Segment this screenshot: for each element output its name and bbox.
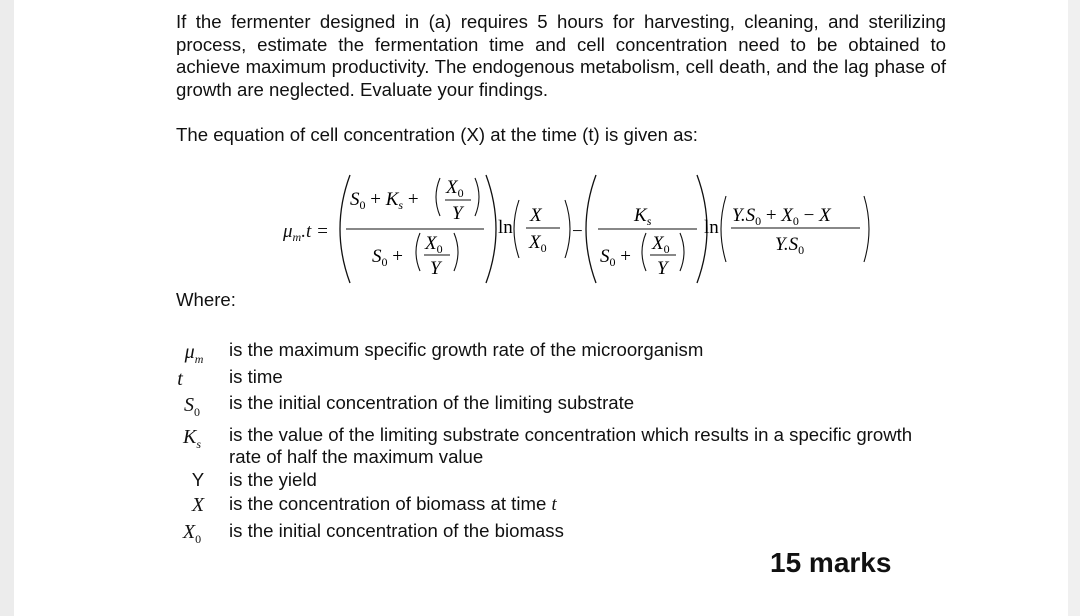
symbol-mu-m: $\mu_m$ [184, 341, 204, 366]
svg-text:Y.S0: $Y.S_0$ [775, 234, 805, 257]
symbol-s0: $S_0$ [184, 394, 200, 419]
svg-text:X0: $X_0$ [425, 233, 443, 256]
svg-text:Ks: $K_s$ [634, 205, 652, 228]
svg-text:ln: ln [704, 217, 719, 238]
svg-text:X0: $X_0$ [529, 232, 547, 255]
svg-text:X: X [530, 205, 542, 226]
definition-item [229, 493, 929, 516]
svg-text:Y: Y [452, 203, 463, 224]
definition-item: is the initial concentration of the limiting substrate [229, 392, 635, 413]
equation-lhs: $\mu_m.t$ = [283, 221, 329, 244]
svg-text:Y.S0 + X0 − X: $Y.S_0 + X_0 - X$ [732, 205, 831, 228]
symbol-x: X [191, 494, 205, 516]
minus-sign: − [572, 221, 583, 242]
question-paragraph: If the fermenter designed in (a) requires 5 hours for harvesting, cleaning, and sterilizing process, estimate the fermentation time and cell concentration need to be obtained to achieve maximum productivity. The endogenous metabolism, cell death, and the lag phase of growth are neglected. Evaluate your findings. [176, 11, 946, 100]
where-label: Where: [176, 289, 236, 310]
svg-text:ln: ln [498, 217, 513, 238]
svg-text:X0: $X_0$ [446, 177, 464, 200]
symbol-ks: $K_s$ [182, 426, 201, 451]
svg-text:S0 + Ks +: $S_0 + K_s$ + [350, 189, 419, 212]
svg-text:Y: Y [657, 258, 668, 279]
definition-text: is the concentration of biomass at time [229, 493, 552, 514]
symbol-y: Y [191, 469, 205, 490]
definition-item: is the value of the limiting substrate concentration which results in a specific growth rate of half the maximum value [229, 424, 913, 467]
svg-text:S0 +: $S_0$ + [600, 246, 631, 269]
equation-intro: The equation of cell concentration (X) at the time (t) is given as: [176, 124, 698, 145]
symbol-x0: $X_0$ [182, 521, 202, 546]
svg-text:Y: Y [430, 258, 441, 279]
symbol-t: t [177, 368, 183, 390]
svg-text:X0: $X_0$ [652, 233, 670, 256]
definition-item: is the maximum specific growth rate of the microorganism [229, 339, 704, 360]
time-symbol: t [551, 494, 557, 515]
definition-item: is the yield [229, 469, 317, 490]
definition-item: is the initial concentration of the biomass [229, 520, 564, 541]
marks-label: 15 marks [770, 547, 892, 578]
svg-text:S0 +: $S_0$ + [372, 246, 403, 269]
definition-item: is time [229, 366, 283, 387]
